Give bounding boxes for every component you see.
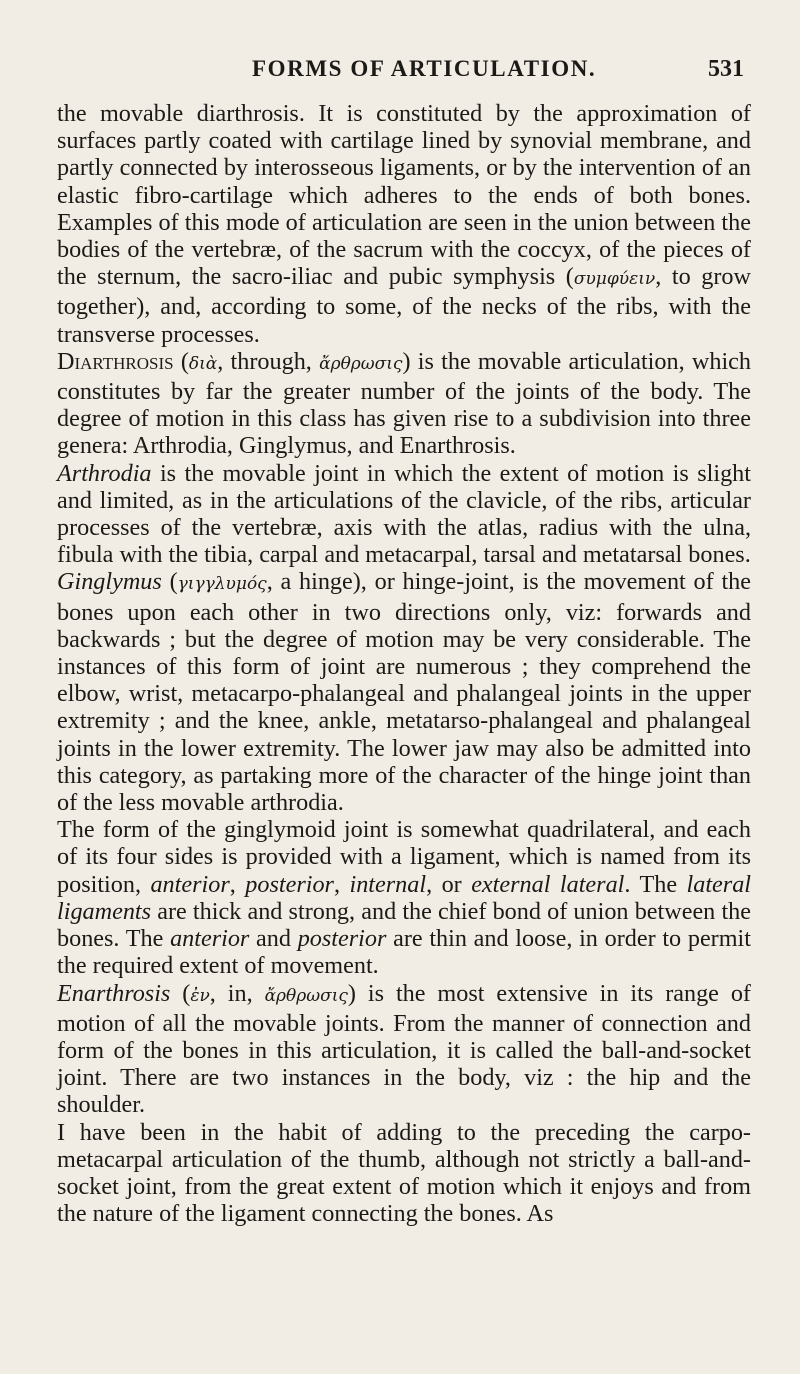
term-posterior: posterior xyxy=(245,870,334,898)
greek-word: ἄρθρωσις xyxy=(319,353,403,374)
running-title: FORMS OF ARTICULATION. xyxy=(252,56,597,81)
term-arthrodia: Arthrodia xyxy=(57,459,152,487)
term-lateral-ligaments: lateral ligaments xyxy=(57,870,752,925)
greek-word: ἐν xyxy=(190,985,210,1006)
term-posterior: posterior xyxy=(297,925,387,953)
term-ginglymus: Ginglymus xyxy=(57,568,162,596)
paragraph-thumb xyxy=(57,1119,751,1228)
term-anterior: anterior xyxy=(170,925,250,953)
paragraph-text: the movable diarthrosis. It is constituted by the approximation of surfaces partly coated with cartilage lined by synovial membrane, and partly connected by interosseous ligaments, or by the intervention of an elastic fibro-cartilage which adheres to the ends of both bones. Examples of this mode of articulation are seen in the union between the bodies of the vertebræ, of the sacrum with the coccyx, of the pieces of the sternum, the sacro-iliac and pubic symphysis ( xyxy=(57,100,751,291)
paragraph-ginglymus xyxy=(57,568,751,816)
term-diarthrosis: Diarthrosis xyxy=(57,347,174,375)
term-internal: internal xyxy=(349,870,427,898)
paragraph-text: ( xyxy=(170,979,191,1007)
paragraph-text: and xyxy=(249,925,298,953)
paragraph-text: , to grow together), and, according to some, of the necks of the ribs, with the transverse processes. xyxy=(57,263,751,348)
paragraph-text: ) is the movable articulation, which constitutes by far the greater number of the joints of the body. The degree of motion in this class has given rise to a subdivision into three genera: Arthrodia, Ginglymus, and Enarthrosis. xyxy=(57,347,751,460)
paragraph-text: , in, xyxy=(209,979,265,1007)
paragraph-text: ) is the most extensive in its range of motion of all the movable joints. From the manner of connection and form of the bones in this articulation, it is called the ball-and-socket joint. There are two instances in the body, viz : the hip and the shoulder. xyxy=(57,979,751,1119)
greek-word: συμφύειν xyxy=(573,269,656,290)
term-anterior: anterior xyxy=(150,870,230,898)
paragraph-text: are thin and loose, in order to permit the required extent of movement. xyxy=(57,925,751,980)
paragraph-text: . The xyxy=(624,870,687,898)
term-external-lateral: external lateral xyxy=(471,870,625,898)
paragraph-text: ( xyxy=(161,568,178,596)
body-text xyxy=(57,100,751,1227)
paragraph-text: The form of the ginglymoid joint is somewhat quadrilateral, and each of its four sides is provided with a ligament, which is named from its position, xyxy=(57,816,751,898)
page-number: 531 xyxy=(708,56,744,82)
paragraph-text: is the movable joint in which the extent of motion is slight and limited, as in the articulations of the clavicle, of the ribs, articular processes of the vertebræ, axis with the atlas, radius with the ulna, fibula with the tibia, carpal and metacarpal, tarsal and metatarsal bones. xyxy=(57,459,751,569)
paragraph-arthrodia xyxy=(57,460,751,569)
punctuation: , xyxy=(333,870,350,898)
paragraph-text: , or xyxy=(426,870,472,898)
paragraph-text: , a hinge), or hinge-joint, is the movement of the bones upon each other in two directions only, viz: forwards and backwards ; but the degree of motion may be very considerable. The instances of this form of joint are numerous ; they comprehend the elbow, wrist, metacarpo-phalangeal and phalangeal joints in the upper extremity ; and the knee, ankle, metatarso-phalangeal and phalangeal joints in the lower extremity. The lower jaw may also be admitted into this category, as partaking more of the character of the hinge joint than of the less movable arthrodia. xyxy=(57,568,752,817)
paragraph-text: ( xyxy=(173,347,189,375)
paragraph-text: are thick and strong, and the chief bond of union between the bones. The xyxy=(57,897,751,953)
paragraph-diarthrosis xyxy=(57,348,751,460)
paragraph-text: , through, xyxy=(217,347,320,375)
paragraph-text: I have been in the habit of adding to the preceding the carpo-metacarpal articulation of the thumb, although not strictly a ball-and-socket joint, from the great extent of motion which it enjoys and from the nature of the ligament connecting the bones. As xyxy=(57,1118,751,1228)
running-head xyxy=(0,56,800,96)
greek-word: ἄρθρωσις xyxy=(264,985,348,1006)
paragraph-enarthrosis xyxy=(57,980,751,1119)
greek-word: διὰ xyxy=(188,353,218,374)
greek-word: γιγγλυμός xyxy=(177,574,267,595)
paragraph-symphysis xyxy=(57,100,751,348)
term-enarthrosis: Enarthrosis xyxy=(57,979,171,1007)
paragraph-ginglymoid-form xyxy=(57,816,751,979)
punctuation: , xyxy=(229,870,246,898)
